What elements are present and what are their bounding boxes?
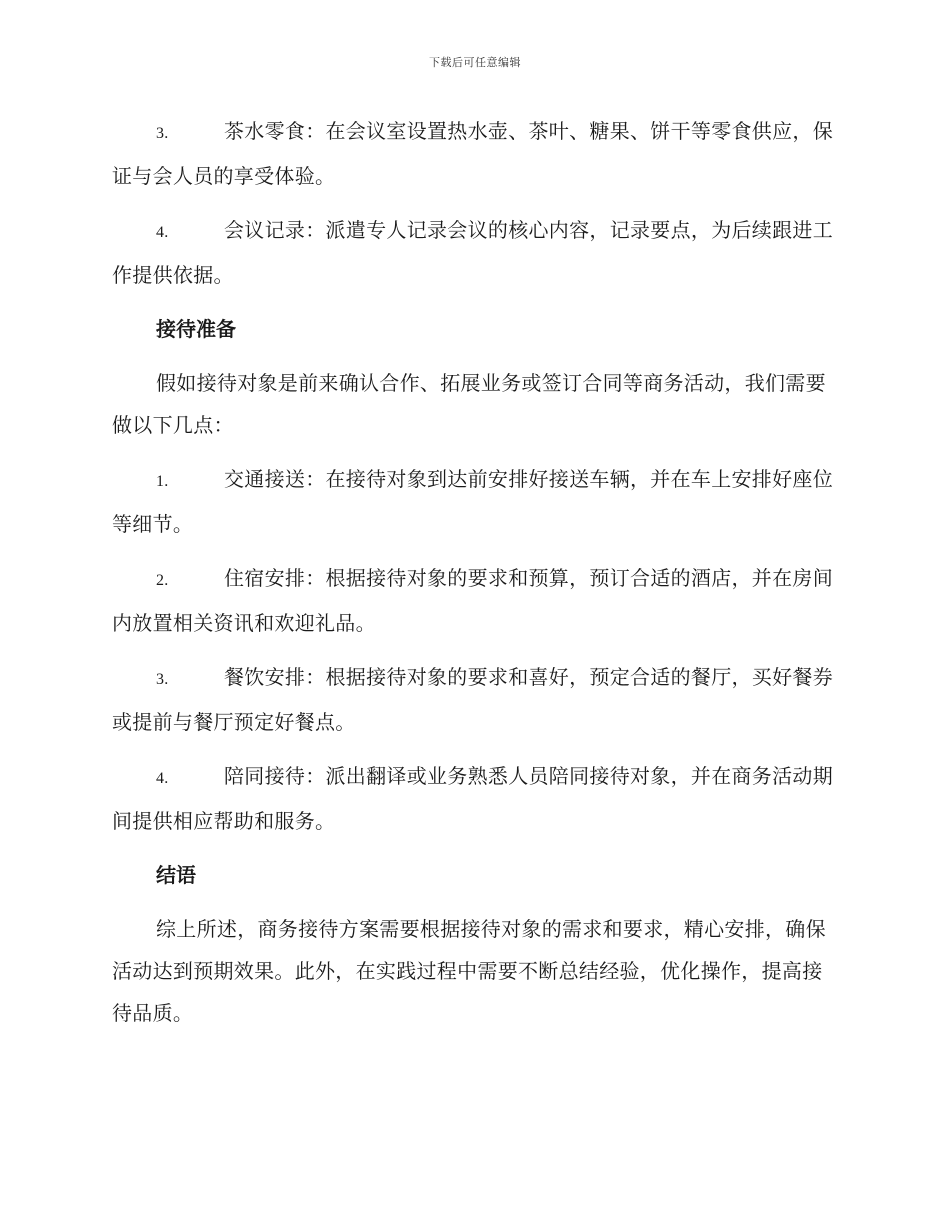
- conclusion-paragraph: 综上所述，商务接待方案需要根据接待对象的需求和要求，精心安排，确保活动达到预期效果。此外，在实践过程中需要不断总结经验，优化操作，提高接待品质。: [112, 917, 826, 1025]
- list-number: 4.: [156, 770, 169, 787]
- section-heading-reception: 接待准备: [156, 317, 236, 341]
- list-number: 2.: [156, 572, 169, 589]
- list-item: [112, 209, 834, 296]
- list-number: 1.: [156, 473, 169, 490]
- list-item: [112, 557, 834, 644]
- list-number: 3.: [156, 125, 169, 142]
- list-text: 餐饮安排：根据接待对象的要求和喜好，预定合适的餐厅，买好餐券或提前与餐厅预定好餐点。: [112, 665, 833, 734]
- list-text: 茶水零食：在会议室设置热水壶、茶叶、糖果、饼干等零食供应，保证与会人员的享受体验。: [112, 119, 833, 188]
- list-text: 住宿安排：根据接待对象的要求和预算，预订合适的酒店，并在房间内放置相关资讯和欢迎礼品。: [112, 566, 833, 635]
- list-number: 4.: [156, 224, 169, 241]
- list-text: 会议记录：派遣专人记录会议的核心内容，记录要点，为后续跟进工作提供依据。: [112, 218, 833, 287]
- list-item: [112, 656, 834, 743]
- list-item: [112, 110, 834, 197]
- header-note: 下载后可任意编辑: [429, 56, 521, 69]
- section-heading-conclusion: 结语: [156, 863, 196, 887]
- document-body: [112, 110, 834, 1046]
- list-text: 交通接送：在接待对象到达前安排好接送车辆，并在车上安排好座位等细节。: [112, 467, 833, 536]
- list-item: [112, 458, 834, 545]
- list-text: 陪同接待：派出翻译或业务熟悉人员陪同接待对象，并在商务活动期间提供相应帮助和服务。: [112, 764, 833, 833]
- list-item: [112, 755, 834, 842]
- intro-paragraph: 假如接待对象是前来确认合作、拓展业务或签订合同等商务活动，我们需要做以下几点：: [112, 371, 826, 437]
- list-number: 3.: [156, 671, 169, 688]
